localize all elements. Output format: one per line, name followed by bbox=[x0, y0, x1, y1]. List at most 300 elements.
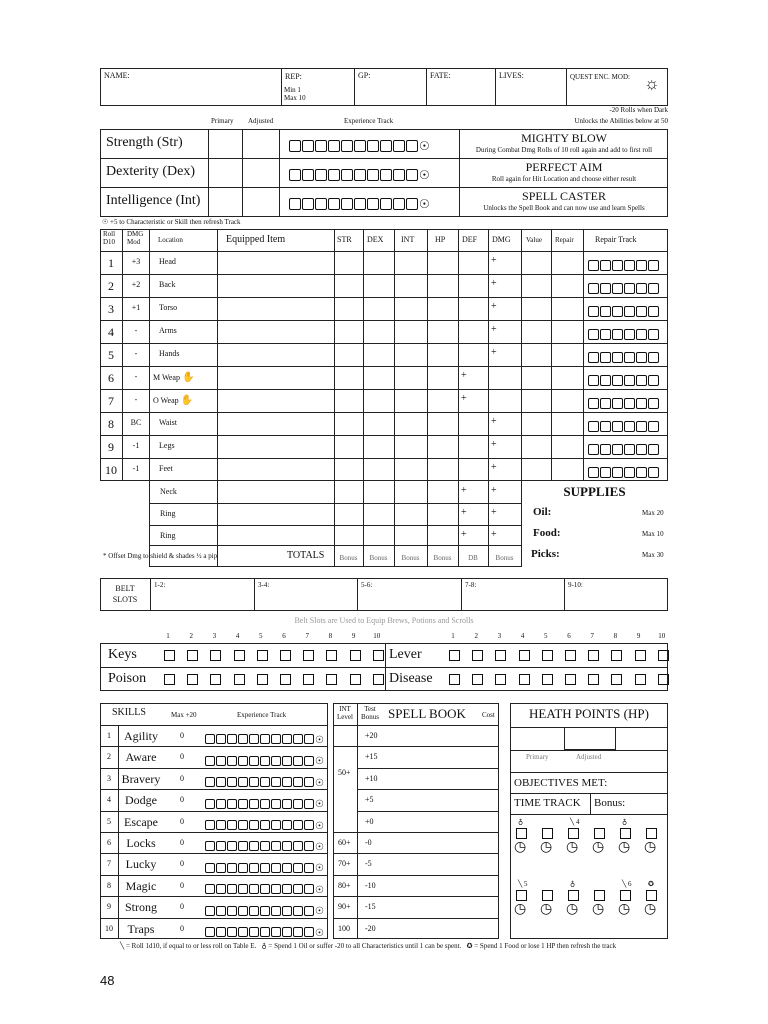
skill-name: Bravery bbox=[121, 771, 161, 786]
track-box[interactable] bbox=[238, 820, 248, 830]
counter-checkbox[interactable] bbox=[257, 674, 268, 685]
track-box[interactable] bbox=[636, 352, 647, 363]
belt-slot[interactable] bbox=[357, 578, 461, 611]
track-box[interactable] bbox=[304, 884, 314, 894]
track-box[interactable] bbox=[216, 927, 226, 937]
counter-checkbox[interactable] bbox=[588, 650, 599, 661]
counter-checkbox[interactable] bbox=[187, 674, 198, 685]
track-box[interactable] bbox=[238, 906, 248, 916]
belt-slot[interactable] bbox=[461, 578, 564, 611]
track-box[interactable] bbox=[315, 140, 327, 152]
track-box[interactable] bbox=[600, 398, 611, 409]
track-box[interactable] bbox=[282, 820, 292, 830]
track-box[interactable] bbox=[354, 140, 366, 152]
track-box[interactable] bbox=[238, 927, 248, 937]
track-box[interactable] bbox=[249, 799, 259, 809]
dmg-mod: -1 bbox=[132, 441, 140, 450]
track-box[interactable] bbox=[293, 777, 303, 787]
track-box[interactable] bbox=[205, 799, 215, 809]
counter-checkbox[interactable] bbox=[565, 650, 576, 661]
track-box[interactable] bbox=[600, 444, 611, 455]
track-box[interactable] bbox=[293, 799, 303, 809]
experience-track bbox=[289, 195, 430, 213]
track-box[interactable] bbox=[612, 398, 623, 409]
equipped-item-field[interactable] bbox=[218, 366, 334, 389]
track-box[interactable] bbox=[260, 841, 270, 851]
equipped-item-field[interactable] bbox=[218, 435, 334, 458]
track-box[interactable] bbox=[216, 820, 226, 830]
equipped-item-field[interactable] bbox=[218, 412, 334, 435]
track-box[interactable] bbox=[636, 398, 647, 409]
skill-track bbox=[205, 858, 324, 876]
track-box[interactable] bbox=[227, 820, 237, 830]
track-box[interactable] bbox=[216, 863, 226, 873]
track-box[interactable] bbox=[293, 906, 303, 916]
track-box[interactable] bbox=[367, 169, 379, 181]
track-box[interactable] bbox=[205, 841, 215, 851]
track-box[interactable] bbox=[393, 198, 405, 210]
dagger-icon: ╲ bbox=[518, 880, 523, 888]
track-box[interactable] bbox=[249, 777, 259, 787]
ability-desc: Unlocks the Spell Book and can now use and learn Spells bbox=[483, 204, 645, 212]
counter-checkbox[interactable] bbox=[449, 674, 460, 685]
counter-checkbox[interactable] bbox=[164, 650, 175, 661]
track-box[interactable] bbox=[612, 306, 623, 317]
track-box[interactable] bbox=[636, 421, 647, 432]
track-box[interactable] bbox=[205, 734, 215, 744]
track-box[interactable] bbox=[315, 198, 327, 210]
track-box[interactable] bbox=[238, 841, 248, 851]
counter-checkbox[interactable] bbox=[519, 650, 530, 661]
track-box[interactable] bbox=[600, 306, 611, 317]
track-box[interactable] bbox=[588, 467, 599, 478]
track-box[interactable] bbox=[406, 140, 418, 152]
belt-slot[interactable] bbox=[254, 578, 357, 611]
track-box[interactable] bbox=[249, 756, 259, 766]
clock-icon: ◷ bbox=[592, 840, 605, 855]
track-box[interactable] bbox=[293, 756, 303, 766]
track-box[interactable] bbox=[624, 375, 635, 386]
hp-primary-box[interactable] bbox=[564, 727, 616, 750]
equipped-item-field[interactable] bbox=[218, 251, 334, 274]
track-box[interactable] bbox=[612, 329, 623, 340]
track-box[interactable] bbox=[624, 306, 635, 317]
track-box[interactable] bbox=[282, 863, 292, 873]
track-box[interactable] bbox=[260, 863, 270, 873]
counter-checkbox[interactable] bbox=[326, 674, 337, 685]
track-box[interactable] bbox=[612, 352, 623, 363]
track-box[interactable] bbox=[260, 927, 270, 937]
track-box[interactable] bbox=[636, 375, 647, 386]
counter-checkbox[interactable] bbox=[280, 650, 291, 661]
track-box[interactable] bbox=[636, 283, 647, 294]
counter-checkbox[interactable] bbox=[303, 674, 314, 685]
track-box[interactable] bbox=[302, 140, 314, 152]
track-box[interactable] bbox=[648, 329, 659, 340]
track-box[interactable] bbox=[302, 169, 314, 181]
dmg-value: + bbox=[491, 301, 497, 312]
track-box[interactable] bbox=[624, 444, 635, 455]
skill-track bbox=[205, 751, 324, 769]
track-box[interactable] bbox=[304, 756, 314, 766]
track-box[interactable] bbox=[282, 799, 292, 809]
track-box[interactable] bbox=[205, 863, 215, 873]
track-box[interactable] bbox=[354, 198, 366, 210]
track-box[interactable] bbox=[249, 884, 259, 894]
counter-checkbox[interactable] bbox=[495, 650, 506, 661]
track-box[interactable] bbox=[341, 140, 353, 152]
counter-checkbox[interactable] bbox=[472, 650, 483, 661]
track-box[interactable] bbox=[624, 398, 635, 409]
track-box[interactable] bbox=[636, 444, 647, 455]
track-box[interactable] bbox=[648, 421, 659, 432]
counter-checkbox[interactable] bbox=[611, 674, 622, 685]
track-box[interactable] bbox=[341, 169, 353, 181]
track-box[interactable] bbox=[636, 306, 647, 317]
counter-checkbox[interactable] bbox=[635, 650, 646, 661]
track-box[interactable] bbox=[289, 140, 301, 152]
track-box[interactable] bbox=[238, 799, 248, 809]
track-box[interactable] bbox=[271, 863, 281, 873]
track-box[interactable] bbox=[612, 283, 623, 294]
track-box[interactable] bbox=[216, 799, 226, 809]
track-box[interactable] bbox=[205, 906, 215, 916]
track-box[interactable] bbox=[648, 352, 659, 363]
track-box[interactable] bbox=[227, 863, 237, 873]
track-box[interactable] bbox=[249, 734, 259, 744]
track-box[interactable] bbox=[624, 352, 635, 363]
track-box[interactable] bbox=[600, 375, 611, 386]
equipped-item-field[interactable] bbox=[218, 389, 334, 412]
track-box[interactable] bbox=[600, 329, 611, 340]
totals-cell: Bonus bbox=[339, 554, 358, 562]
counter-checkbox[interactable] bbox=[234, 674, 245, 685]
track-box[interactable] bbox=[238, 777, 248, 787]
test-bonus: -0 bbox=[365, 838, 372, 847]
counter-checkbox[interactable] bbox=[373, 650, 384, 661]
track-box[interactable] bbox=[227, 906, 237, 916]
track-box[interactable] bbox=[282, 906, 292, 916]
track-box[interactable] bbox=[227, 734, 237, 744]
attribute-primary[interactable] bbox=[209, 129, 242, 158]
counter-checkbox[interactable] bbox=[187, 650, 198, 661]
dmg-value: + bbox=[491, 278, 497, 289]
track-box[interactable] bbox=[406, 198, 418, 210]
time-checkbox[interactable] bbox=[646, 890, 657, 901]
counter-checkbox[interactable] bbox=[611, 650, 622, 661]
rep-field[interactable]: REP: bbox=[285, 72, 302, 81]
track-box[interactable] bbox=[406, 169, 418, 181]
track-box[interactable] bbox=[227, 756, 237, 766]
gp-field[interactable]: GP: bbox=[358, 71, 371, 80]
track-box[interactable] bbox=[227, 927, 237, 937]
counter-checkbox[interactable] bbox=[635, 674, 646, 685]
time-checkbox[interactable] bbox=[594, 828, 605, 839]
lantern-icon: ♁ bbox=[570, 880, 576, 888]
counter-checkbox[interactable] bbox=[519, 674, 530, 685]
track-box[interactable] bbox=[588, 306, 599, 317]
counter-checkbox[interactable] bbox=[350, 650, 361, 661]
track-box[interactable] bbox=[636, 329, 647, 340]
track-box[interactable] bbox=[249, 820, 259, 830]
track-box[interactable] bbox=[341, 198, 353, 210]
test-bonus: -5 bbox=[365, 859, 372, 869]
counter-checkbox[interactable] bbox=[303, 650, 314, 661]
track-box[interactable] bbox=[612, 467, 623, 478]
track-box[interactable] bbox=[216, 756, 226, 766]
counter-checkbox[interactable] bbox=[542, 650, 553, 661]
quest-enc-mod-field[interactable]: QUEST ENC. MOD: bbox=[570, 73, 630, 81]
track-box[interactable] bbox=[624, 421, 635, 432]
counter-checkbox[interactable] bbox=[373, 674, 384, 685]
dmg-plus: + bbox=[491, 529, 497, 540]
lives-field[interactable]: LIVES: bbox=[499, 71, 524, 80]
counter-checkbox[interactable] bbox=[588, 674, 599, 685]
track-box[interactable] bbox=[271, 756, 281, 766]
track-box[interactable] bbox=[315, 169, 327, 181]
track-box[interactable] bbox=[216, 884, 226, 894]
skill-value: 0 bbox=[180, 773, 184, 783]
track-box[interactable] bbox=[600, 352, 611, 363]
counter-checkbox[interactable] bbox=[658, 674, 669, 685]
counter-checkbox[interactable] bbox=[495, 674, 506, 685]
supply-max: Max 20 bbox=[642, 509, 664, 517]
track-box[interactable] bbox=[304, 841, 314, 851]
track-box[interactable] bbox=[205, 756, 215, 766]
track-box[interactable] bbox=[304, 820, 314, 830]
track-box[interactable] bbox=[205, 820, 215, 830]
track-box[interactable] bbox=[612, 260, 623, 271]
track-box[interactable] bbox=[612, 375, 623, 386]
track-box[interactable] bbox=[260, 884, 270, 894]
objectives-met[interactable]: OBJECTIVES MET: bbox=[514, 777, 608, 789]
track-box[interactable] bbox=[600, 467, 611, 478]
track-box[interactable] bbox=[636, 467, 647, 478]
track-box[interactable] bbox=[289, 169, 301, 181]
track-box[interactable] bbox=[612, 444, 623, 455]
track-box[interactable] bbox=[648, 375, 659, 386]
counter-checkbox[interactable] bbox=[350, 674, 361, 685]
experience-track bbox=[289, 137, 430, 155]
track-box[interactable] bbox=[367, 140, 379, 152]
track-box[interactable] bbox=[293, 884, 303, 894]
fate-field[interactable]: FATE: bbox=[430, 71, 451, 80]
counter-checkbox[interactable] bbox=[326, 650, 337, 661]
track-box[interactable] bbox=[205, 927, 215, 937]
equipped-item-field[interactable] bbox=[218, 320, 334, 343]
repair-track bbox=[588, 440, 660, 458]
track-box[interactable] bbox=[271, 799, 281, 809]
track-box[interactable] bbox=[648, 444, 659, 455]
track-box[interactable] bbox=[271, 777, 281, 787]
track-box[interactable] bbox=[328, 198, 340, 210]
track-box[interactable] bbox=[588, 398, 599, 409]
track-box[interactable] bbox=[648, 467, 659, 478]
track-box[interactable] bbox=[282, 884, 292, 894]
dmg-value: + bbox=[491, 347, 497, 358]
track-box[interactable] bbox=[380, 198, 392, 210]
track-box[interactable] bbox=[600, 260, 611, 271]
counter-checkbox[interactable] bbox=[542, 674, 553, 685]
time-checkbox[interactable] bbox=[542, 890, 553, 901]
track-box[interactable] bbox=[293, 841, 303, 851]
time-checkbox[interactable] bbox=[568, 828, 579, 839]
track-box[interactable] bbox=[354, 169, 366, 181]
track-box[interactable] bbox=[238, 734, 248, 744]
track-box[interactable] bbox=[205, 777, 215, 787]
track-box[interactable] bbox=[293, 863, 303, 873]
counter-checkbox[interactable] bbox=[210, 650, 221, 661]
name-field[interactable]: NAME: bbox=[104, 71, 130, 80]
track-box[interactable] bbox=[260, 799, 270, 809]
track-box[interactable] bbox=[588, 329, 599, 340]
track-box[interactable] bbox=[271, 841, 281, 851]
track-box[interactable] bbox=[380, 169, 392, 181]
track-box[interactable] bbox=[271, 820, 281, 830]
track-box[interactable] bbox=[624, 260, 635, 271]
track-box[interactable] bbox=[271, 734, 281, 744]
counter-checkbox[interactable] bbox=[234, 650, 245, 661]
track-box[interactable] bbox=[393, 169, 405, 181]
track-box[interactable] bbox=[304, 799, 314, 809]
track-box[interactable] bbox=[260, 777, 270, 787]
dmg-mod: - bbox=[134, 395, 138, 404]
time-checkbox[interactable] bbox=[516, 828, 527, 839]
test-bonus: +15 bbox=[365, 752, 378, 762]
track-box[interactable] bbox=[216, 841, 226, 851]
dagger-icon: ╲ bbox=[622, 880, 627, 888]
track-box[interactable] bbox=[304, 906, 314, 916]
track-box[interactable] bbox=[624, 283, 635, 294]
track-box[interactable] bbox=[304, 734, 314, 744]
track-box[interactable] bbox=[260, 820, 270, 830]
track-box[interactable] bbox=[271, 927, 281, 937]
track-box[interactable] bbox=[227, 777, 237, 787]
track-box[interactable] bbox=[588, 352, 599, 363]
track-box[interactable] bbox=[216, 734, 226, 744]
track-box[interactable] bbox=[600, 421, 611, 432]
track-box[interactable] bbox=[289, 198, 301, 210]
track-box[interactable] bbox=[588, 375, 599, 386]
track-box[interactable] bbox=[648, 306, 659, 317]
track-box[interactable] bbox=[205, 884, 215, 894]
track-box[interactable] bbox=[393, 140, 405, 152]
time-checkbox[interactable] bbox=[568, 890, 579, 901]
track-box[interactable] bbox=[282, 841, 292, 851]
track-box[interactable] bbox=[271, 884, 281, 894]
track-box[interactable] bbox=[588, 260, 599, 271]
equipped-item-field[interactable] bbox=[218, 458, 334, 481]
skill-track bbox=[205, 730, 324, 748]
track-box[interactable] bbox=[328, 169, 340, 181]
time-checkbox[interactable] bbox=[594, 890, 605, 901]
counter-checkbox[interactable] bbox=[280, 674, 291, 685]
attribute-adjusted[interactable] bbox=[243, 187, 279, 216]
track-box[interactable] bbox=[588, 444, 599, 455]
track-box[interactable] bbox=[216, 777, 226, 787]
time-checkbox[interactable] bbox=[620, 890, 631, 901]
track-box[interactable] bbox=[367, 198, 379, 210]
track-box[interactable] bbox=[612, 421, 623, 432]
skill-value: 0 bbox=[180, 880, 184, 890]
track-box[interactable] bbox=[302, 198, 314, 210]
track-box[interactable] bbox=[293, 927, 303, 937]
track-box[interactable] bbox=[282, 927, 292, 937]
time-checkbox[interactable] bbox=[620, 828, 631, 839]
equipped-item-field[interactable] bbox=[218, 297, 334, 320]
counter-checkbox[interactable] bbox=[164, 674, 175, 685]
counter-checkbox[interactable] bbox=[257, 650, 268, 661]
track-box[interactable] bbox=[260, 734, 270, 744]
track-box[interactable] bbox=[624, 467, 635, 478]
track-box[interactable] bbox=[249, 906, 259, 916]
time-checkbox[interactable] bbox=[646, 828, 657, 839]
track-box[interactable] bbox=[238, 884, 248, 894]
track-box[interactable] bbox=[648, 283, 659, 294]
counter-checkbox[interactable] bbox=[658, 650, 669, 661]
track-box[interactable] bbox=[648, 398, 659, 409]
equipped-item-field[interactable] bbox=[218, 274, 334, 297]
track-box[interactable] bbox=[249, 841, 259, 851]
track-box[interactable] bbox=[304, 777, 314, 787]
track-box[interactable] bbox=[238, 756, 248, 766]
track-box[interactable] bbox=[227, 799, 237, 809]
attribute-adjusted[interactable] bbox=[243, 129, 279, 158]
track-box[interactable] bbox=[260, 756, 270, 766]
track-box[interactable] bbox=[293, 734, 303, 744]
track-box[interactable] bbox=[238, 863, 248, 873]
track-box[interactable] bbox=[624, 329, 635, 340]
track-box[interactable] bbox=[588, 283, 599, 294]
track-box[interactable] bbox=[380, 140, 392, 152]
counter-checkbox[interactable] bbox=[565, 674, 576, 685]
track-box[interactable] bbox=[328, 140, 340, 152]
attribute-primary[interactable] bbox=[209, 187, 242, 216]
track-box[interactable] bbox=[304, 863, 314, 873]
def-plus: + bbox=[461, 507, 467, 518]
track-box[interactable] bbox=[249, 863, 259, 873]
counter-checkbox[interactable] bbox=[472, 674, 483, 685]
attribute-primary[interactable] bbox=[209, 158, 242, 187]
torch-icon: ☉ bbox=[315, 820, 324, 832]
track-box[interactable] bbox=[304, 927, 314, 937]
equipped-item-field[interactable] bbox=[218, 343, 334, 366]
counter-checkbox[interactable] bbox=[210, 674, 221, 685]
int-level: 90+ bbox=[338, 902, 351, 912]
belt-slot[interactable] bbox=[150, 578, 254, 611]
time-checkbox[interactable] bbox=[542, 828, 553, 839]
track-box[interactable] bbox=[282, 756, 292, 766]
track-box[interactable] bbox=[636, 260, 647, 271]
track-box[interactable] bbox=[282, 777, 292, 787]
time-checkbox[interactable] bbox=[516, 890, 527, 901]
track-box[interactable] bbox=[227, 884, 237, 894]
track-box[interactable] bbox=[271, 906, 281, 916]
track-box[interactable] bbox=[216, 906, 226, 916]
track-box[interactable] bbox=[648, 260, 659, 271]
track-box[interactable] bbox=[260, 906, 270, 916]
track-box[interactable] bbox=[249, 927, 259, 937]
track-box[interactable] bbox=[227, 841, 237, 851]
attribute-adjusted[interactable] bbox=[243, 158, 279, 187]
track-box[interactable] bbox=[588, 421, 599, 432]
track-box[interactable] bbox=[600, 283, 611, 294]
track-box[interactable] bbox=[282, 734, 292, 744]
track-box[interactable] bbox=[293, 820, 303, 830]
torch-icon: ☉ bbox=[419, 197, 430, 211]
torch-icon: ☉ bbox=[315, 863, 324, 875]
counter-checkbox[interactable] bbox=[449, 650, 460, 661]
